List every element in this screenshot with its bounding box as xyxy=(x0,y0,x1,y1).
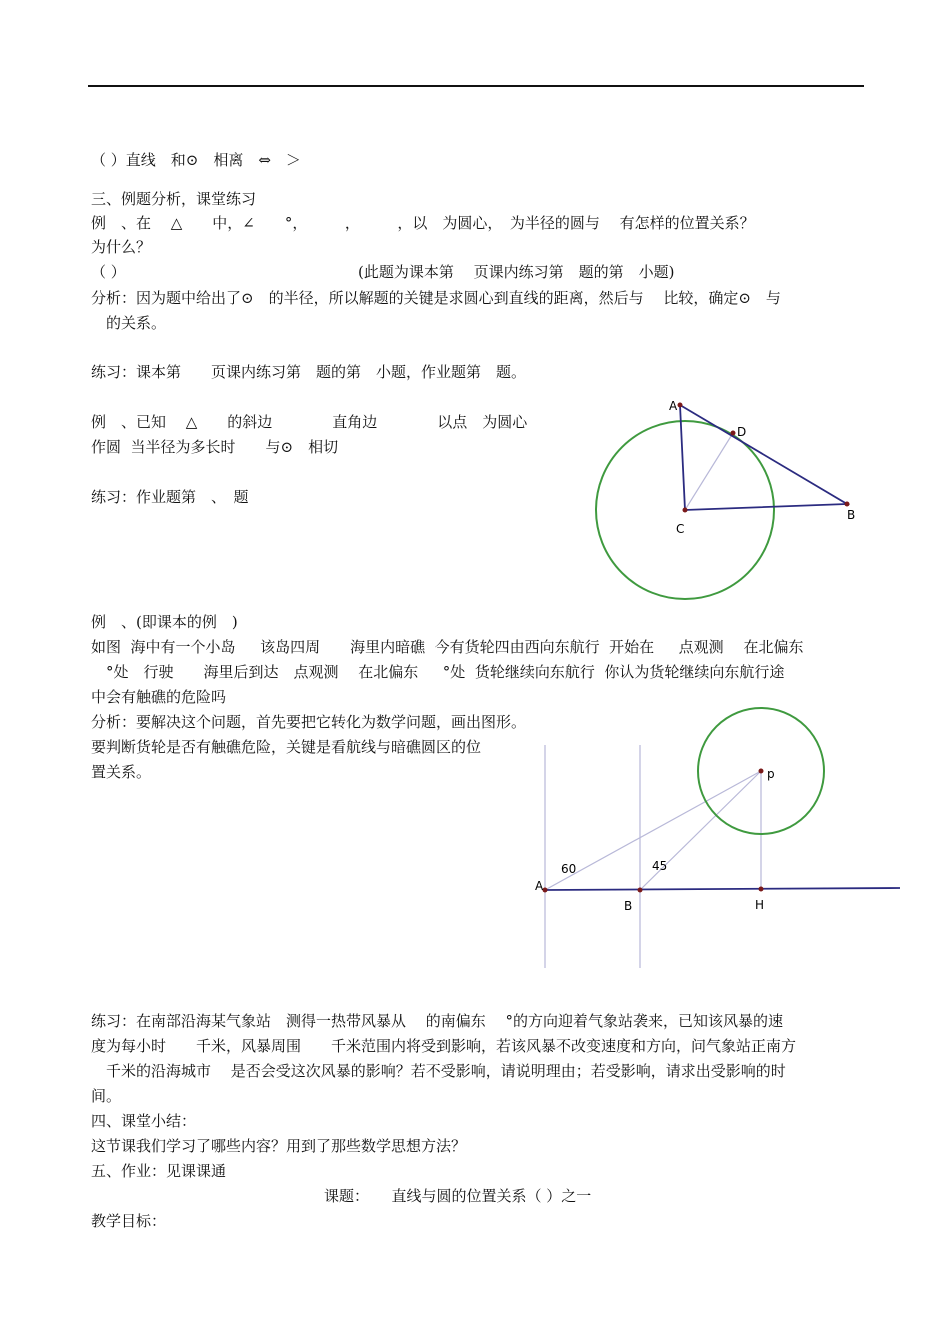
text-line: 度为每小时 千米，风暴周围 千米范围内将受到影响，若该风暴不改变速度和方向，问气象站正南方 xyxy=(91,1037,797,1055)
text-line: (此题为课本第 页课内练习第 题的第 小题) xyxy=(358,263,675,281)
segment-cd xyxy=(685,433,733,510)
text-line: 千米的沿海城市 是否会受这次风暴的影响？若不受影响，请说明理由；若受影响，请求出受影响的时 xyxy=(91,1062,786,1080)
label-c: C xyxy=(676,522,685,536)
text-line: 要判断货轮是否有触礁危险，关键是看航线与暗礁圆区的位 xyxy=(91,738,482,756)
figure-ship-route xyxy=(525,690,905,975)
text-line: 如图 海中有一个小岛 该岛四周 海里内暗礁 今有货轮四由西向东航行 开始在 点观测 在北偏东 xyxy=(91,638,804,656)
text-line: 分析：要解决这个问题，首先要把它转化为数学问题，画出图形。 xyxy=(91,713,527,731)
point-p xyxy=(759,769,764,774)
text-line: 间。 xyxy=(91,1087,122,1105)
text-line: （ ） xyxy=(91,263,126,281)
text-line: 练习：在南部沿海某气象站 测得一热带风暴从 的南偏东 °的方向迎着气象站袭来，已知该风暴的速 xyxy=(91,1012,784,1030)
text-line: 例 、(即课本的例 ) xyxy=(91,613,238,631)
text-line: 置关系。 xyxy=(91,763,152,781)
label-h: H xyxy=(755,898,765,912)
label-a: A xyxy=(669,399,678,413)
text-line: 的关系。 xyxy=(91,314,167,332)
text-line: 练习：课本第 页课内练习第 题的第 小题，作业题第 题。 xyxy=(91,363,527,381)
point-b xyxy=(638,888,643,893)
angle-label-60: 60 xyxy=(561,862,577,876)
ship-route xyxy=(545,888,900,890)
angle-label-45: 45 xyxy=(652,859,668,873)
lesson-title: 课题： 直线与圆的位置关系（ ）之一 xyxy=(324,1187,592,1205)
label-b: B xyxy=(624,899,633,913)
label-p: p xyxy=(767,767,775,781)
label-b: B xyxy=(847,508,856,522)
point-c xyxy=(683,508,688,513)
triangle-abc xyxy=(680,405,847,510)
point-d xyxy=(731,431,736,436)
text-line: 例 、已知 △ 的斜边 直角边 以点 为圆心 xyxy=(91,413,528,431)
text-line: 中会有触礁的危险吗 xyxy=(91,688,227,706)
section-heading: 四、课堂小结： xyxy=(91,1112,197,1130)
text-line: 为什么？ xyxy=(91,238,152,256)
label-d: D xyxy=(737,425,747,439)
point-b xyxy=(845,502,850,507)
text-line: 这节课我们学习了哪些内容？用到了那些数学思想方法？ xyxy=(91,1137,467,1155)
text-line: 教学目标： xyxy=(91,1212,167,1230)
point-h xyxy=(759,887,764,892)
text-line: 作圆 当半径为多长时 与⊙ 相切 xyxy=(91,438,339,456)
section-heading: 三、例题分析，课堂练习 xyxy=(91,190,257,208)
label-a: A xyxy=(535,879,544,893)
text-line: °处 行驶 海里后到达 点观测 在北偏东 °处 货轮继续向东航行 你认为货轮继续向东航行途 xyxy=(91,663,785,681)
header-rule xyxy=(88,85,864,87)
point-a xyxy=(543,888,548,893)
text-line: 练习：作业题第 、 题 xyxy=(91,488,249,506)
text-line: 例 、在 △ 中，∠ °， ， ，以 为圆心， 为半径的圆与 有怎样的位置关系？ xyxy=(91,214,755,232)
point-a xyxy=(678,403,683,408)
text-line: 分析：因为题中给出了⊙ 的半径，所以解题的关键是求圆心到直线的距离，然后与 比较，确定⊙ 与 xyxy=(91,289,781,307)
text-line: （ ）直线 和⊙ 相离 ⇔ ＞ xyxy=(91,151,301,169)
section-heading: 五、作业：见课课通 xyxy=(91,1162,227,1180)
figure-triangle-circle xyxy=(585,390,870,605)
